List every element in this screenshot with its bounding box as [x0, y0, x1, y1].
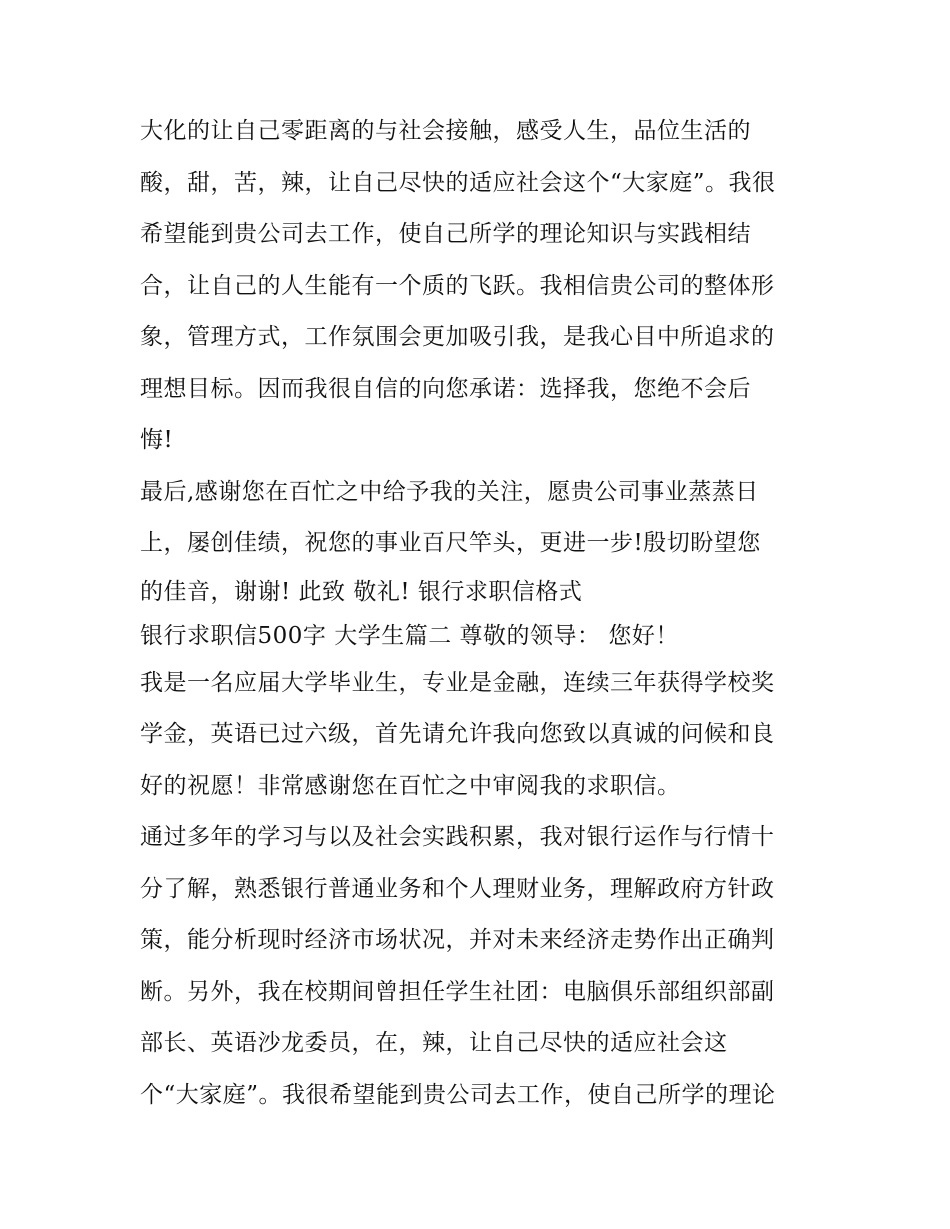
text-line-19: 部长、英语沙龙委员，在，辣，让自己尽快的适应社会这	[140, 1030, 728, 1056]
text-line-3: 希望能到贵公司去工作，使自己所学的理论知识与实践相结	[140, 221, 751, 247]
text-line-5: 象，管理方式，工作氛围会更加吸引我，是我心目中所追求的	[140, 324, 775, 350]
text-line-12: 我是一名应届大学毕业生，专业是金融，连续三年获得学校奖	[140, 669, 775, 696]
text-line-1: 大化的让自己零距离的与社会接触，感受人生，品位生活的	[140, 118, 751, 144]
document-body	[140, 106, 820, 1121]
text-line-7: 悔!	[140, 427, 174, 453]
text-line-16: 分了解，熟悉银行普通业务和个人理财业务，理解政府方针政	[140, 875, 775, 902]
text-line-13: 学金，英语已过六级，首先请允许我向您致以真诚的问候和良	[140, 721, 775, 747]
text-line-2: 酸，甜，苦，辣，让自己尽快的适应社会这个“大家庭”。我很	[140, 169, 776, 196]
text-line-9: 上，屡创佳绩，祝您的事业百尺竿头，更进一步!殷切盼望您	[140, 530, 761, 556]
text-line-11: 银行求职信500字 大学生篇二 尊敬的领导： 您好！	[140, 622, 679, 649]
text-line-17: 策，能分析现时经济市场状况，并对未来经济走势作出正确判	[140, 927, 775, 953]
text-line-8: 最后,感谢您在百忙之中给予我的关注，愿贵公司事业蒸蒸日	[140, 478, 759, 505]
text-line-18: 断。另外，我在校期间曾担任学生社团：电脑俱乐部组织部副	[140, 978, 775, 1005]
text-line-6: 理想目标。因而我很自信的向您承诺：选择我，您绝不会后	[140, 375, 751, 402]
text-line-10: 的佳音，谢谢! 此致 敬礼! 银行求职信格式	[140, 578, 583, 605]
text-line-14: 好的祝愿！非常感谢您在百忙之中审阅我的求职信。	[140, 772, 681, 799]
text-line-4: 合，让自己的人生能有一个质的飞跃。我相信贵公司的整体形	[140, 272, 775, 299]
text-line-20: 个“大家庭”。我很希望能到贵公司去工作，使自己所学的理论	[140, 1081, 776, 1108]
text-line-15: 通过多年的学习与以及社会实践积累，我对银行运作与行情十	[140, 824, 775, 850]
